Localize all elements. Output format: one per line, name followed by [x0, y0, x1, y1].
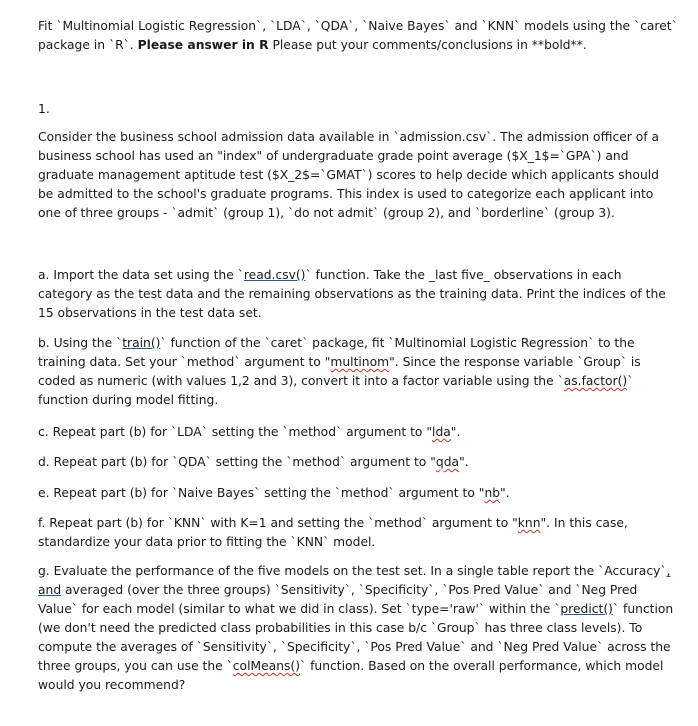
part-d-text: d. Repeat part (b) for `QDA` setting the `method` argument to " [38, 455, 436, 469]
part-a-text: a. Import the data set using the ` [38, 268, 244, 282]
part-g-text-4: ` function. Based on the overall performance, which model would you recommend? [38, 659, 664, 692]
part-g-and-link: , and [38, 564, 671, 597]
part-a-function-name: read.csv() [243, 268, 306, 282]
part-c-text-end: ". [450, 425, 461, 439]
part-g-paragraph [38, 562, 678, 695]
part-b-text-1: b. Using the ` [38, 336, 123, 350]
part-f-text-end: ". In this case, standardize your data prior to fitting the `KNN` model. [38, 516, 628, 549]
part-g-text-3: ` function (we don't need the predicted class probabilities in this case b/c `Group` has three class levels). To compute the averages of `Sensitivity`, `Specificity`, `Pos Pred Value` and `Neg Pred Value` across the three groups, you can use the ` [38, 602, 674, 673]
part-f-text: f. Repeat part (b) for `KNN` with K=1 and setting the `method` argument to " [38, 516, 518, 530]
part-b-multinom-method: multinom [330, 355, 390, 369]
instructions-paragraph [38, 17, 678, 55]
part-f-paragraph [38, 514, 678, 552]
part-a-paragraph [38, 266, 678, 323]
part-g-colmeans-function: colMeans() [232, 659, 301, 673]
part-e-paragraph [38, 484, 678, 503]
instructions-text: Fit `Multinomial Logistic Regression`, `LDA`, `QDA`, `Naive Bayes` and `KNN` models using the `caret` package in `R`. [38, 19, 678, 52]
part-b-text-2: ` function of the `caret` package, fit `Multinomial Logistic Regression` to the training data. Set your `method` argument to " [38, 336, 635, 369]
part-b-paragraph [38, 334, 678, 410]
part-b-train-function: train() [122, 336, 161, 350]
part-c-text: c. Repeat part (b) for `LDA` setting the `method` argument to " [38, 425, 433, 439]
part-d-text-end: ". [459, 455, 469, 469]
part-b-asfactor-function: as.factor() [563, 374, 628, 388]
part-g-predict-function: predict() [560, 602, 613, 616]
part-g-text-2: averaged (over the three groups) `Sensitivity`, `Specificity`, `Pos Pred Value` and `Neg Pred Value` for each model (similar to what we did in class). Set `type='raw'` within the ` [38, 583, 638, 616]
part-c-paragraph [38, 423, 678, 442]
part-e-method: nb [484, 486, 501, 500]
part-c-method: lda [432, 425, 451, 439]
part-a-text-end: ` function. Take the _last five_ observations in each category as the test data and the remaining observations as the training data. Print the indices of the 15 observations in the test data set. [38, 268, 666, 320]
part-b-text-3: ". Since the response variable `Group` is coded as numeric (with values 1,2 and 3), convert it into a factor variable using the ` [38, 355, 641, 388]
part-e-text-end: ". [500, 486, 510, 500]
part-b-text-4: ` function during model fitting. [38, 374, 634, 407]
instructions-text-end: Please put your comments/conclusions in **bold**. [268, 38, 587, 52]
part-e-text: e. Repeat part (b) for `Naive Bayes` setting the `method` argument to " [38, 486, 485, 500]
part-g-text-1: g. Evaluate the performance of the five models on the test set. In a single table report the `Accuracy` [38, 564, 667, 578]
part-d-method: qda [435, 455, 460, 469]
instructions-bold-text: Please answer in R [137, 38, 269, 52]
context-paragraph: Consider the business school admission data available in `admission.csv`. The admission officer of a business school has used an "index" of undergraduate grade point average ($X_1$=`GPA`) and graduate management aptitude test ($X_2$=`GMAT`) scores to help decide which applicants should be admitted to the school's graduate programs. This index is used to categorize each applicant into one of three groups - `admit` (group 1), `do not admit` (group 2), and `borderline` (group 3). [38, 130, 660, 220]
part-d-paragraph [38, 453, 678, 472]
question-number: 1. [38, 102, 50, 116]
part-f-method: knn [517, 516, 541, 530]
